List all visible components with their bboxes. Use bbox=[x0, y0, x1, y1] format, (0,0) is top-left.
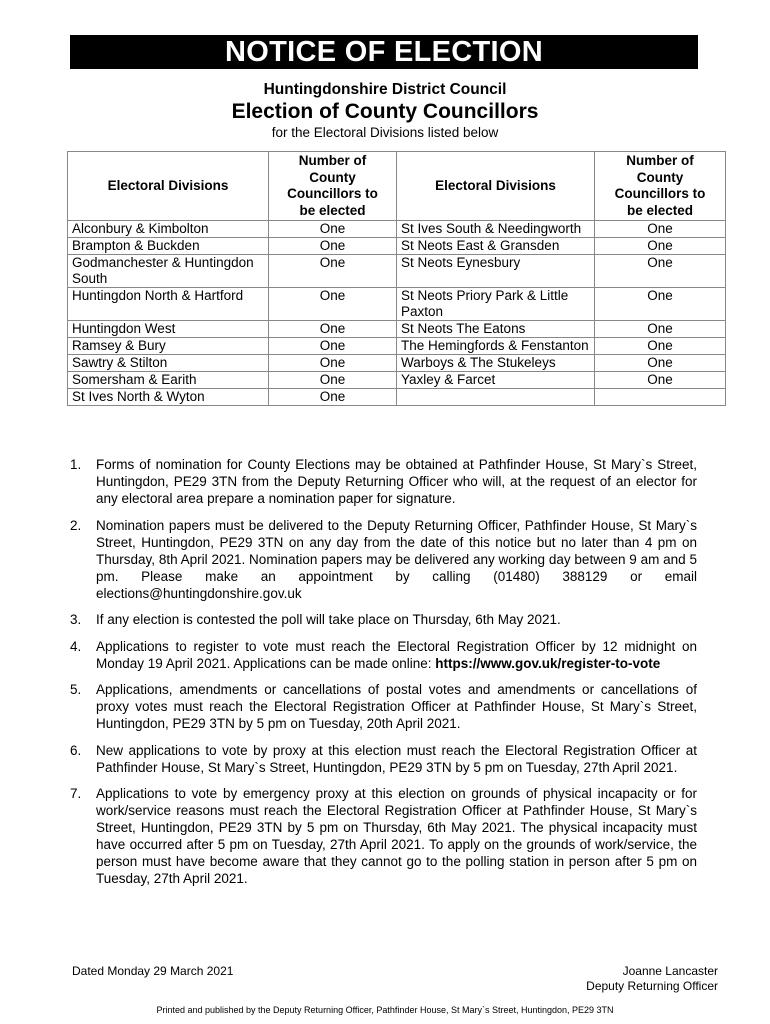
header-number-line: be elected bbox=[626, 202, 694, 218]
list-item bbox=[70, 742, 697, 776]
header-number-left bbox=[269, 152, 397, 221]
division-cell: Alconbury & Kimbolton bbox=[68, 221, 269, 238]
table-row bbox=[68, 288, 726, 321]
officer-role: Deputy Returning Officer bbox=[586, 979, 718, 993]
councillors-cell: One bbox=[269, 355, 397, 372]
table-row bbox=[68, 321, 726, 338]
page-title: Election of County Councillors bbox=[231, 100, 539, 123]
note-text: Forms of nomination for County Elections may be obtained at Pathfinder House, St Mary`s Street, Huntingdon, PE29 3TN from the Deputy Returning Officer who will, at the request of an elector for any electoral area prepare a nomination paper for signature. bbox=[96, 457, 697, 506]
division-cell: Warboys & The Stukeleys bbox=[397, 355, 595, 372]
councillors-cell: One bbox=[595, 355, 726, 372]
councillors-cell: One bbox=[269, 389, 397, 406]
division-cell: Huntingdon West bbox=[68, 321, 269, 338]
division-cell: St Neots The Eatons bbox=[397, 321, 595, 338]
note-number: 3. bbox=[70, 612, 82, 627]
councillors-cell: One bbox=[595, 321, 726, 338]
header-divisions-left: Electoral Divisions bbox=[68, 152, 269, 221]
division-cell: Huntingdon North & Hartford bbox=[68, 288, 269, 321]
councillors-cell: One bbox=[269, 288, 397, 321]
officer-name: Joanne Lancaster bbox=[622, 964, 718, 978]
councillors-cell: One bbox=[595, 372, 726, 389]
list-item bbox=[70, 638, 697, 672]
note-number: 4. bbox=[70, 638, 82, 654]
signature-block bbox=[586, 964, 718, 994]
note-text: Applications to register to vote must reach the Electoral Registration Officer by 12 midnight on Monday 19 April 2021. Applications can be made online: bbox=[96, 638, 697, 671]
note-number: 1. bbox=[70, 457, 82, 472]
list-item bbox=[70, 517, 697, 602]
intro-line: for the Electoral Divisions listed below bbox=[271, 125, 499, 140]
note-text: Applications, amendments or cancellations of postal votes and amendments or cancellations of proxy votes must reach the Electoral Registration Officer at Pathfinder House, St Mary`s Street, Huntingdon, PE29 3TN by 5 pm on Tuesday, 20th April 2021. bbox=[96, 682, 697, 731]
councillors-cell: One bbox=[269, 221, 397, 238]
list-item bbox=[70, 681, 697, 732]
division-cell: St Ives North & Wyton bbox=[68, 389, 269, 406]
division-cell: Brampton & Buckden bbox=[68, 238, 269, 255]
header-number-line: County bbox=[309, 169, 356, 185]
table-row bbox=[68, 372, 726, 389]
division-cell: St Neots Priory Park & Little Paxton bbox=[397, 288, 595, 321]
councillors-cell: One bbox=[269, 338, 397, 355]
councillors-cell: One bbox=[595, 288, 726, 321]
list-item bbox=[70, 611, 697, 628]
division-cell: St Neots Eynesbury bbox=[397, 255, 595, 288]
header-number-line: Councillors to bbox=[614, 186, 706, 201]
note-text: If any election is contested the poll will take place on Thursday, 6th May 2021. bbox=[96, 612, 561, 627]
note-number: 2. bbox=[70, 517, 82, 533]
note-number: 6. bbox=[70, 742, 82, 758]
note-number: 7. bbox=[70, 786, 82, 801]
councillors-cell: One bbox=[595, 238, 726, 255]
division-cell: St Neots East & Gransden bbox=[397, 238, 595, 255]
table-row bbox=[68, 338, 726, 355]
list-item bbox=[70, 456, 697, 507]
councillors-cell: One bbox=[269, 321, 397, 338]
header-number-line: Councillors to bbox=[287, 186, 378, 201]
header-number-line: County bbox=[636, 169, 684, 185]
table-row bbox=[68, 221, 726, 238]
note-number: 5. bbox=[70, 682, 82, 697]
division-cell: Ramsey & Bury bbox=[68, 338, 269, 355]
note-text: Applications to vote by emergency proxy at this election on grounds of physical incapacity or for work/service reasons must reach the Electoral Registration Officer at Pathfinder House, St Mary`s Street, Huntingdon, PE29 3TN by 5 pm on Thursday, 6th May 2021. The physical incapacity must have occurred after 5 pm on Tuesday, 27th April 2021. To apply on the grounds of work/service, the person must have become aware that they cannot go to the polling station in person after 5 pm on Tuesday, 27th April 2021. bbox=[96, 786, 697, 886]
imprint-footer: Printed and published by the Deputy Returning Officer, Pathfinder House, St Mary`s Street, Huntingdon, PE29 3TN bbox=[156, 1005, 614, 1015]
table-header-row bbox=[68, 152, 726, 221]
header-number-line: Number of bbox=[298, 153, 367, 168]
notes-list bbox=[70, 456, 697, 897]
dated-line: Dated Monday 29 March 2021 bbox=[72, 964, 234, 978]
table-row bbox=[68, 255, 726, 288]
register-link[interactable]: https://www.gov.uk/register-to-vote bbox=[435, 655, 661, 671]
division-cell: The Hemingfords & Fenstanton bbox=[397, 338, 595, 355]
divisions-table bbox=[67, 151, 726, 406]
division-cell: Yaxley & Farcet bbox=[397, 372, 595, 389]
table-row bbox=[68, 238, 726, 255]
councillors-cell: One bbox=[595, 221, 726, 238]
councillors-cell: One bbox=[269, 255, 397, 288]
header-number-line: Number of bbox=[626, 153, 694, 168]
division-cell: St Ives South & Needingworth bbox=[397, 221, 595, 238]
note-text: New applications to vote by proxy at this election must reach the Electoral Registration Officer at Pathfinder House, St Mary`s Street, Huntingdon, PE29 3TN by 5 pm on Tuesday, 27th April 2021. bbox=[96, 742, 697, 775]
header-number-right bbox=[595, 152, 726, 221]
header-number-line: be elected bbox=[299, 202, 366, 218]
councillors-cell: One bbox=[269, 238, 397, 255]
note-text: Nomination papers must be delivered to the Deputy Returning Officer, Pathfinder House, St Mary`s Street, Huntingdon, PE29 3TN on any day from the date of this notice but no later than 4 pm on Thursday, 8th April 2021. Nomination papers may be delivered any working day between 9 am and 5 pm. Please make an appointment by calling (01480) 388129 or email elections@huntingdonshire.gov.uk bbox=[96, 517, 697, 601]
council-name: Huntingdonshire District Council bbox=[263, 81, 507, 98]
notice-banner: NOTICE OF ELECTION bbox=[70, 35, 698, 69]
division-cell bbox=[397, 389, 595, 406]
councillors-cell: One bbox=[269, 372, 397, 389]
list-item bbox=[70, 785, 697, 887]
councillors-cell: One bbox=[595, 338, 726, 355]
header-divisions-right: Electoral Divisions bbox=[397, 152, 595, 221]
division-cell: Sawtry & Stilton bbox=[68, 355, 269, 372]
councillors-cell bbox=[595, 389, 726, 406]
table-row bbox=[68, 389, 726, 406]
division-cell: Godmanchester & Huntingdon South bbox=[68, 255, 269, 288]
table-row bbox=[68, 355, 726, 372]
division-cell: Somersham & Earith bbox=[68, 372, 269, 389]
councillors-cell: One bbox=[595, 255, 726, 288]
